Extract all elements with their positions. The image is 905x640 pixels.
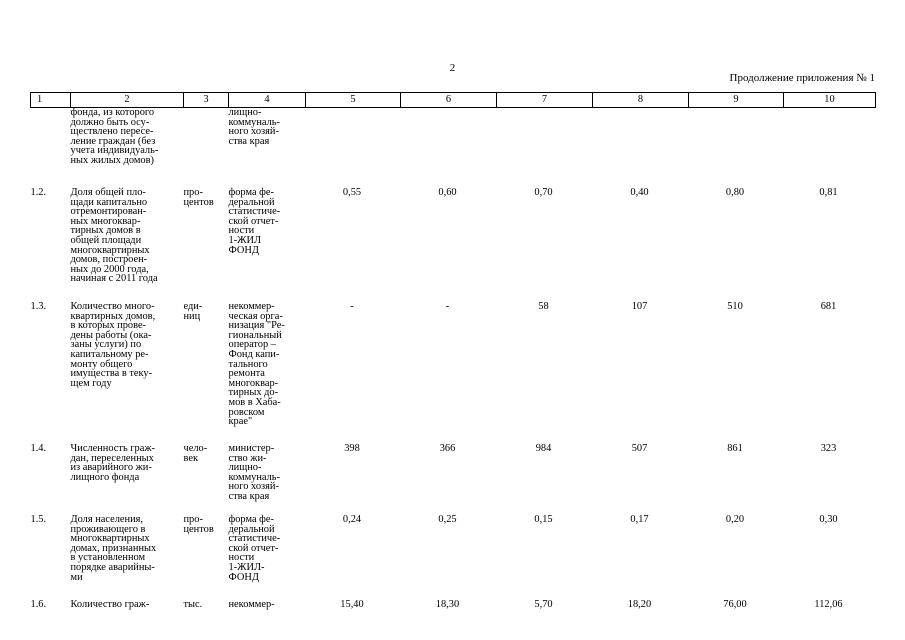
value-cell: 510 [727, 301, 743, 312]
table-header-row [31, 93, 876, 108]
value-cell: 0,40 [630, 187, 649, 198]
row-number: 1.2. [30, 187, 47, 198]
value-cell: 0,30 [819, 514, 838, 525]
value-cell: 0,20 [725, 514, 745, 525]
data-source: министер- ство жи- лищно- коммуналь- ного хозяй- ства края [228, 443, 281, 502]
value-cell: 0,17 [630, 514, 649, 525]
table-row [31, 600, 876, 620]
column-header: 10 [784, 93, 876, 108]
unit: про- центов [183, 187, 214, 208]
value-cell: 507 [631, 443, 648, 454]
data-source: форма фе- деральной статистиче- ской отчет- ности 1-ЖИЛ- ФОНД [228, 514, 281, 583]
value-cell: 5,70 [534, 599, 553, 610]
data-source: некоммер- ческая орга- низация "Ре- гиональный оператор – Фонд капи- тального ремонта многоквар- тирных до- мов в Хаба- ровском крае" [228, 301, 285, 428]
column-header: 1 [31, 93, 71, 108]
unit: тыс. [183, 599, 203, 610]
value-cell: 58 [538, 301, 549, 312]
data-source: лищно- коммуналь- ного хозяй- ства края [228, 107, 281, 147]
column-header: 6 [401, 93, 497, 108]
value-cell: 0,80 [725, 187, 745, 198]
data-source: форма фе- деральной статистиче- ской отчет- ности 1-ЖИЛ ФОНД [228, 187, 281, 256]
table-row [31, 515, 876, 600]
indicator-name: Количество много- квартирных домов, в которых прове- дены работы (ока- заны услуги) по капитальному ре- монту общего имущества в теку- щем году [70, 301, 156, 389]
row-number: 1.3. [30, 301, 47, 312]
column-header: 9 [689, 93, 784, 108]
column-header: 3 [184, 93, 229, 108]
value-cell: 0,60 [438, 187, 457, 198]
value-cell: 18,20 [627, 599, 652, 610]
row-number: 1.6. [30, 599, 47, 610]
table-row [31, 444, 876, 515]
value-cell: 107 [631, 301, 648, 312]
value-cell: 323 [820, 443, 837, 454]
column-header: 7 [497, 93, 593, 108]
page-number: 2 [449, 62, 456, 74]
value-cell: 18,30 [435, 599, 460, 610]
column-header: 5 [306, 93, 401, 108]
table-row [31, 302, 876, 444]
indicator-name: Численность граж- дан, переселенных из аварийного жи- лищного фонда [70, 443, 155, 483]
indicator-name: фонда, из которого должно быть осу- ществлено пересе- ление граждан (без учета индивидуаль- ных жилых домов) [70, 107, 159, 166]
column-header: 4 [229, 93, 306, 108]
indicator-name: Количество граж- [70, 599, 150, 610]
value-cell: 984 [535, 443, 552, 454]
value-cell: - [350, 301, 354, 312]
indicator-name: Доля населения, проживающего в многоквартирных домах, признанных в установленном порядке аварийны- ми [70, 514, 157, 583]
value-cell: 15,40 [340, 599, 364, 610]
column-header: 2 [71, 93, 184, 108]
row-number: 1.4. [30, 443, 47, 454]
value-cell: 0,25 [438, 514, 457, 525]
value-cell: 0,55 [342, 187, 362, 198]
column-header: 8 [593, 93, 689, 108]
value-cell: 398 [344, 443, 360, 454]
value-cell: 112,06 [814, 599, 843, 610]
table-row-continued [31, 108, 876, 189]
unit: еди- ниц [183, 301, 203, 322]
unit: чело- век [183, 443, 208, 464]
data-source: некоммер- [228, 599, 275, 610]
value-cell: 681 [820, 301, 837, 312]
table-row [31, 188, 876, 302]
value-cell: 0,81 [819, 187, 838, 198]
value-cell: 366 [439, 443, 456, 454]
continuation-note: Продолжение приложения № 1 [729, 72, 875, 84]
unit: про- центов [183, 514, 214, 535]
value-cell: - [445, 301, 450, 312]
value-cell: 861 [727, 443, 743, 454]
row-number: 1.5. [30, 514, 47, 525]
value-cell: 0,24 [342, 514, 362, 525]
indicators-table [30, 92, 876, 620]
value-cell: 76,00 [723, 599, 747, 610]
value-cell: 0,70 [534, 187, 553, 198]
indicator-name: Доля общей пло- щади капитально отремонтирован- ных многоквар- тирных домов в общей площади многоквартирных домов, построен- ных до 2000 года, начиная с 2011 года [70, 187, 158, 285]
value-cell: 0,15 [534, 514, 553, 525]
